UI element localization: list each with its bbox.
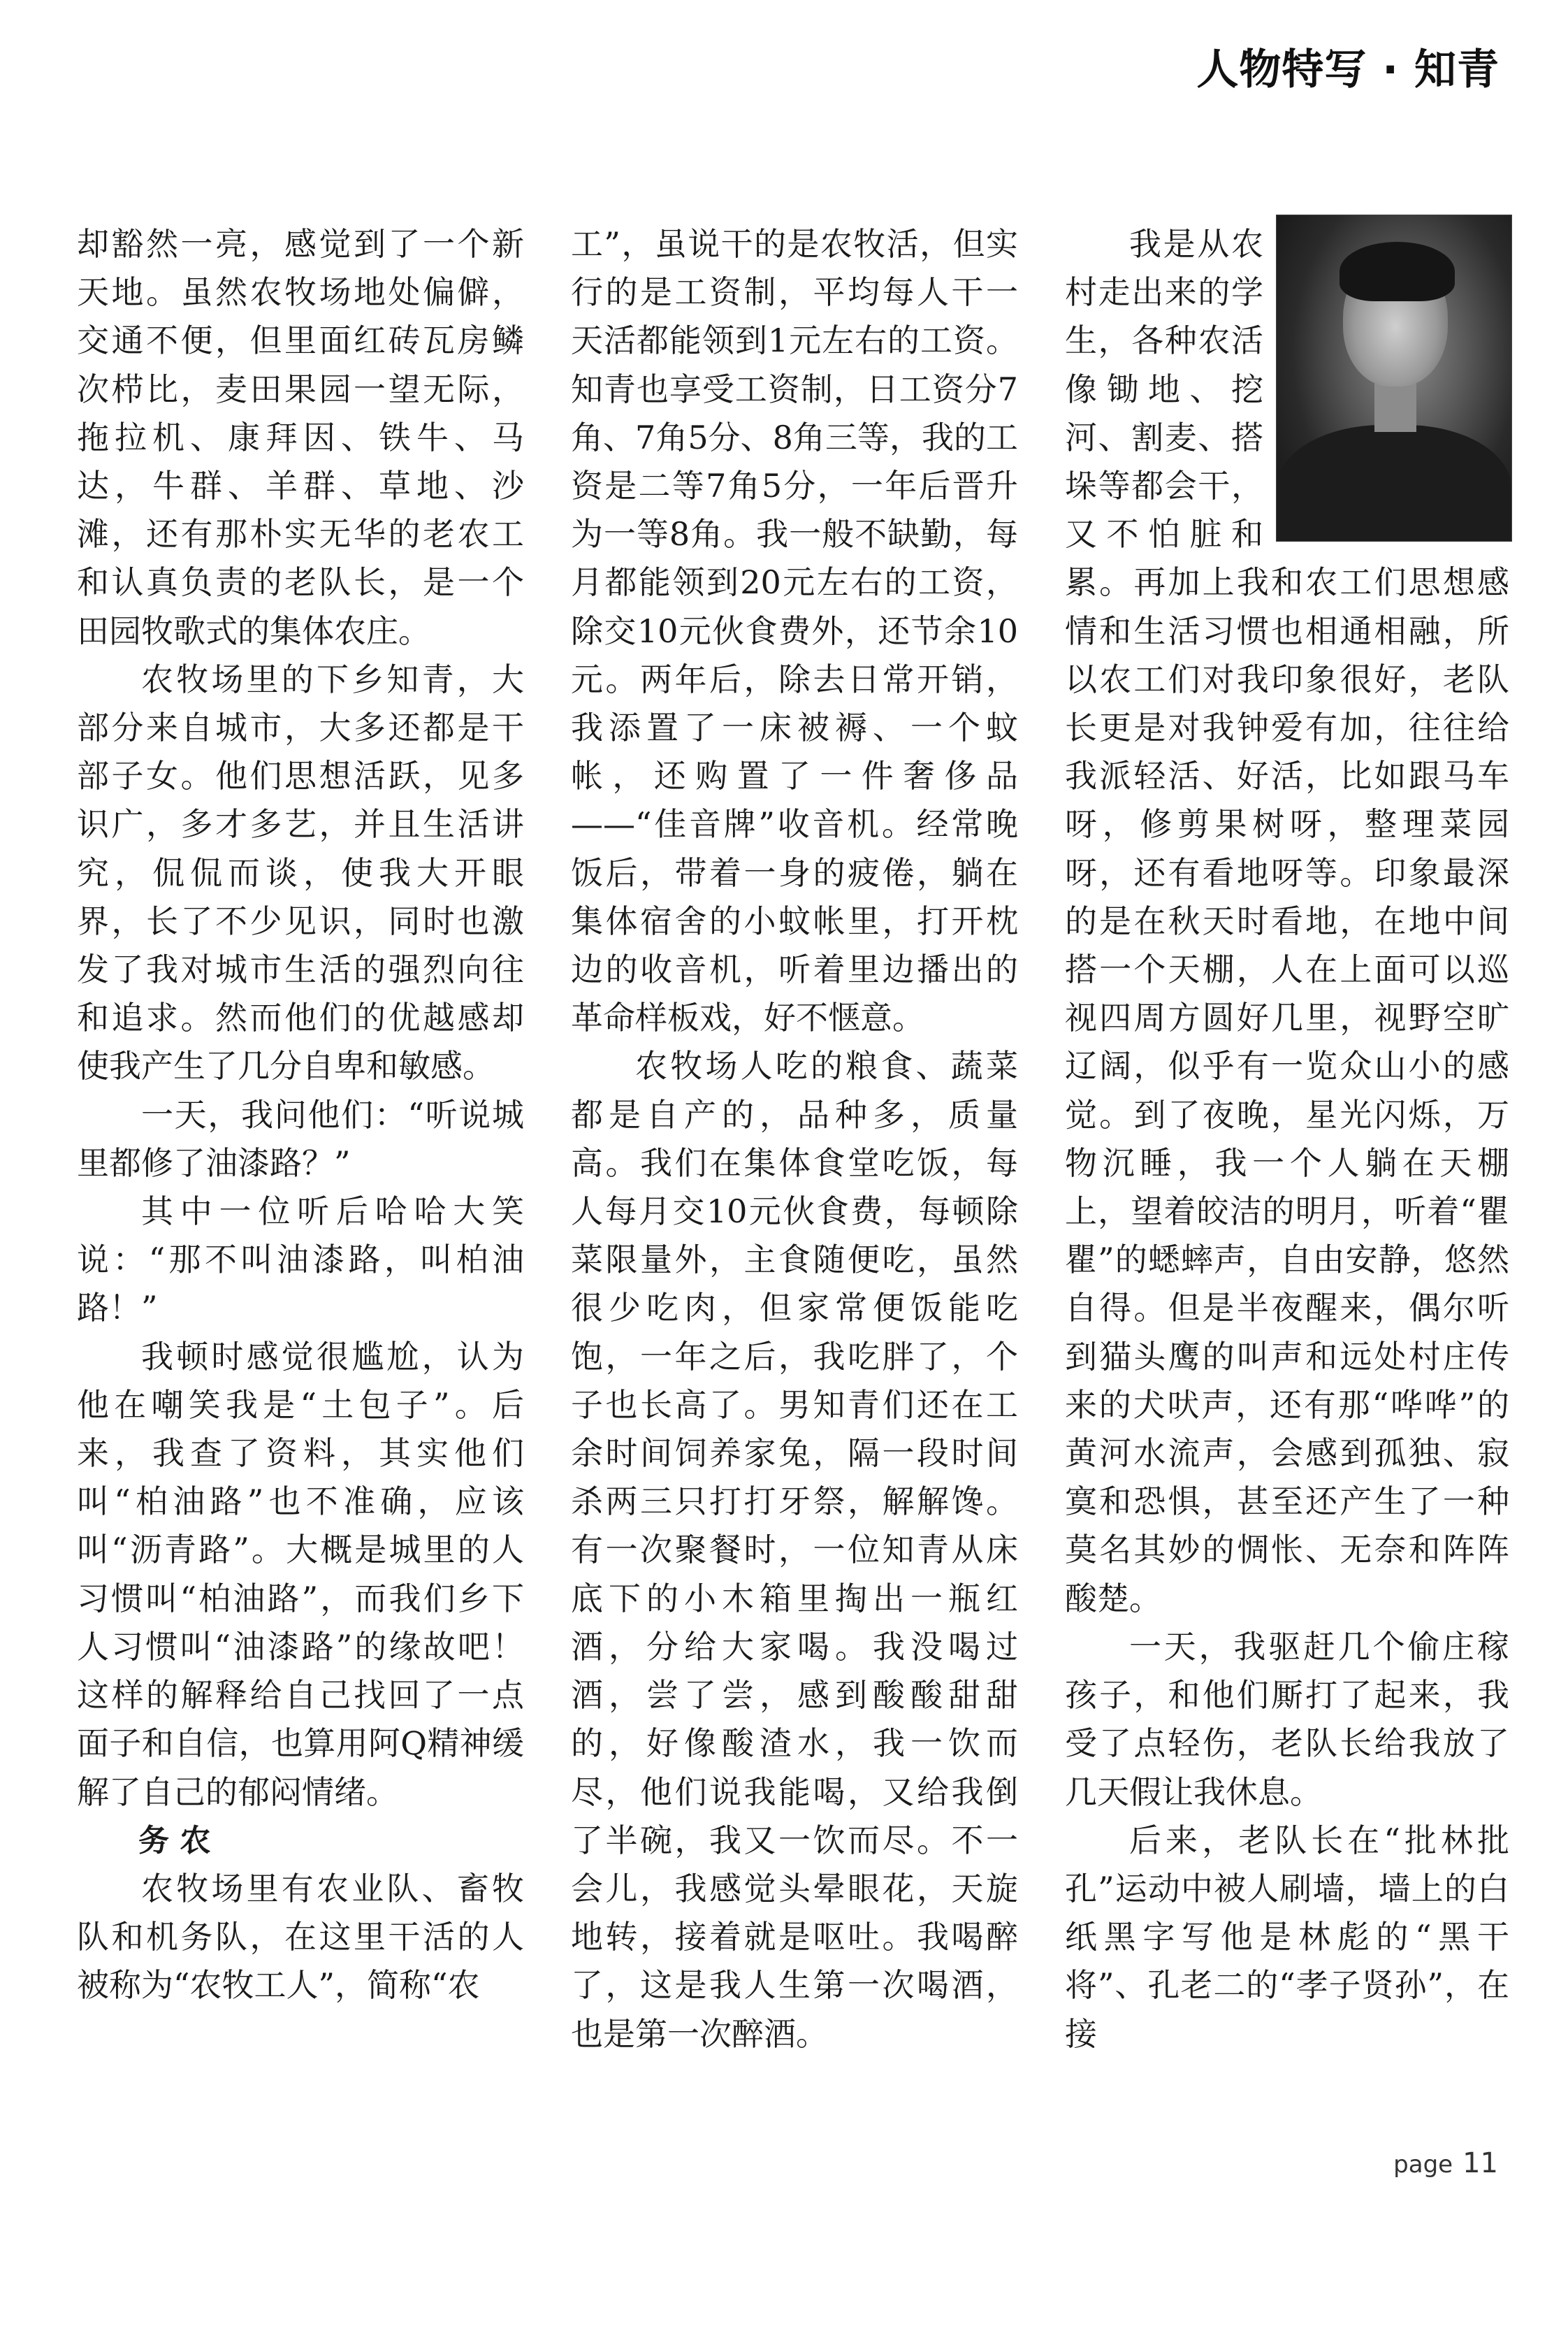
page-section-title: 人物特写 · 知青 [1196, 45, 1500, 94]
text-column-2 [571, 220, 1018, 2058]
page-number: 11 [1462, 2147, 1498, 2179]
paragraph: 其中一位听后哈哈大笑说：“那不叫油漆路，叫柏油路！” [77, 1192, 524, 1327]
paragraph: 农牧场里有农业队、畜牧队和机务队，在这里干活的人被称为“农牧工人”，简称“农 [77, 1869, 524, 2005]
paragraph: 工”，虽说干的是农牧活，但实行的是工资制，平均每人干一天活都能领到1元左右的工资。知青也享受工资制，日工资分7角、7角5分、8角三等，我的工资是二等7角5分，一年后晋升为一等8角。我一般不缺勤，每月都能领到20元左右的工资，除交10元伙食费外，还节余10元。两年后，除去日常开销，我添置了一床被褥、一个蚊帐，还购置了一件奢侈品——“佳音牌”收音机。经常晚饭后，带着一身的疲倦，躺在集体宿舍的小蚊帐里，打开枕边的收音机，听着里边播出的革命样板戏，好不惬意。 [571, 225, 1018, 1037]
paragraph: 我顿时感觉很尴尬，认为他在嘲笑我是“土包子”。后来，我查了资料，其实他们叫“柏油路”也不准确，应该叫“沥青路”。大概是城里的人习惯叫“柏油路”，而我们乡下人习惯叫“油漆路”的缘故吧！这样的解释给自己找回了一点面子和自信，也算用阿Q精神缓解了自己的郁闷情绪。 [77, 1337, 524, 1811]
text-column-3 [1065, 220, 1509, 2058]
text-column-1 [77, 220, 524, 2010]
paragraph: 农牧场人吃的粮食、蔬菜都是自产的，品种多，质量高。我们在集体食堂吃饭，每人每月交10元伙食费，每顿除菜限量外，主食随便吃，虽然很少吃肉，但家常便饭能吃饱，一年之后，我吃胖了，个子也长高了。男知青们还在工余时间饲养家兔，隔一段时间杀两三只打打牙祭，解解馋。有一次聚餐时，一位知青从床底下的小木箱里掏出一瓶红酒，分给大家喝。我没喝过酒，尝了尝，感到酸酸甜甜的，好像酸渣水，我一饮而尽，他们说我能喝，又给我倒了半碗，我又一饮而尽。不一会儿，我感觉头晕眼花，天旋地转，接着就是呕吐。我喝醉了，这是我人生第一次喝酒，也是第一次醉酒。 [571, 1047, 1018, 2053]
page-word: page [1393, 2151, 1453, 2179]
paragraph: 一天，我问他们：“听说城里都修了油漆路？” [77, 1095, 524, 1182]
paragraph: 却豁然一亮，感觉到了一个新天地。虽然农牧场地处偏僻，交通不便，但里面红砖瓦房鳞次栉比，麦田果园一望无际，拖拉机、康拜因、铁牛、马达，牛群、羊群、草地、沙滩，还有那朴实无华的老农工和认真负责的老队长，是一个田园牧歌式的集体农庄。 [77, 225, 524, 650]
paragraph: 我是从农村走出来的学生，各种农活像锄地、挖河、割麦、搭垛等都会干，又不怕脏和累。再加上我和农工们思想感情和生活习惯也相通相融，所以农工们对我印象很好，老队长更是对我钟爱有加，往往给我派轻活、好活，比如跟马车呀，修剪果树呀，整理菜园呀，还有看地呀等。印象最深的是在秋天时看地，在地中间搭一个天棚，人在上面可以巡视四周方圆好几里，视野空旷辽阔，似乎有一览众山小的感觉。到了夜晚，星光闪烁，万物沉睡，我一个人躺在天棚上，望着皎洁的明月，听着“瞿瞿”的蟋蟀声，自由安静，悠然自得。但是半夜醒来，偶尔听到猫头鹰的叫声和远处村庄传来的犬吠声，还有那“哗哗”的黄河水流声，会感到孤独、寂寞和恐惧，甚至还产生了一种莫名其妙的惆怅、无奈和阵阵酸楚。 [1065, 225, 1509, 1617]
paragraph: 后来，老队长在“批林批孔”运动中被人刷墙，墙上的白纸黑字写他是林彪的“黑干将”、孔老二的“孝子贤孙”，在接 [1065, 1821, 1509, 2053]
paragraph: 农牧场里的下乡知青，大部分来自城市，大多还都是干部子女。他们思想活跃，见多识广，多才多艺，并且生活讲究，侃侃而谈，使我大开眼界，长了不少见识，同时也激发了我对城市生活的强烈向往和追求。然而他们的优越感却使我产生了几分自卑和敏感。 [77, 660, 524, 1085]
paragraph: 一天，我驱赶几个偷庄稼孩子，和他们厮打了起来，我受了点轻伤，老队长给我放了几天假让我休息。 [1065, 1627, 1509, 1811]
page-number-label [1393, 2147, 1498, 2179]
portrait-photo [1276, 215, 1512, 542]
section-heading: 务 农 [138, 1822, 211, 1859]
